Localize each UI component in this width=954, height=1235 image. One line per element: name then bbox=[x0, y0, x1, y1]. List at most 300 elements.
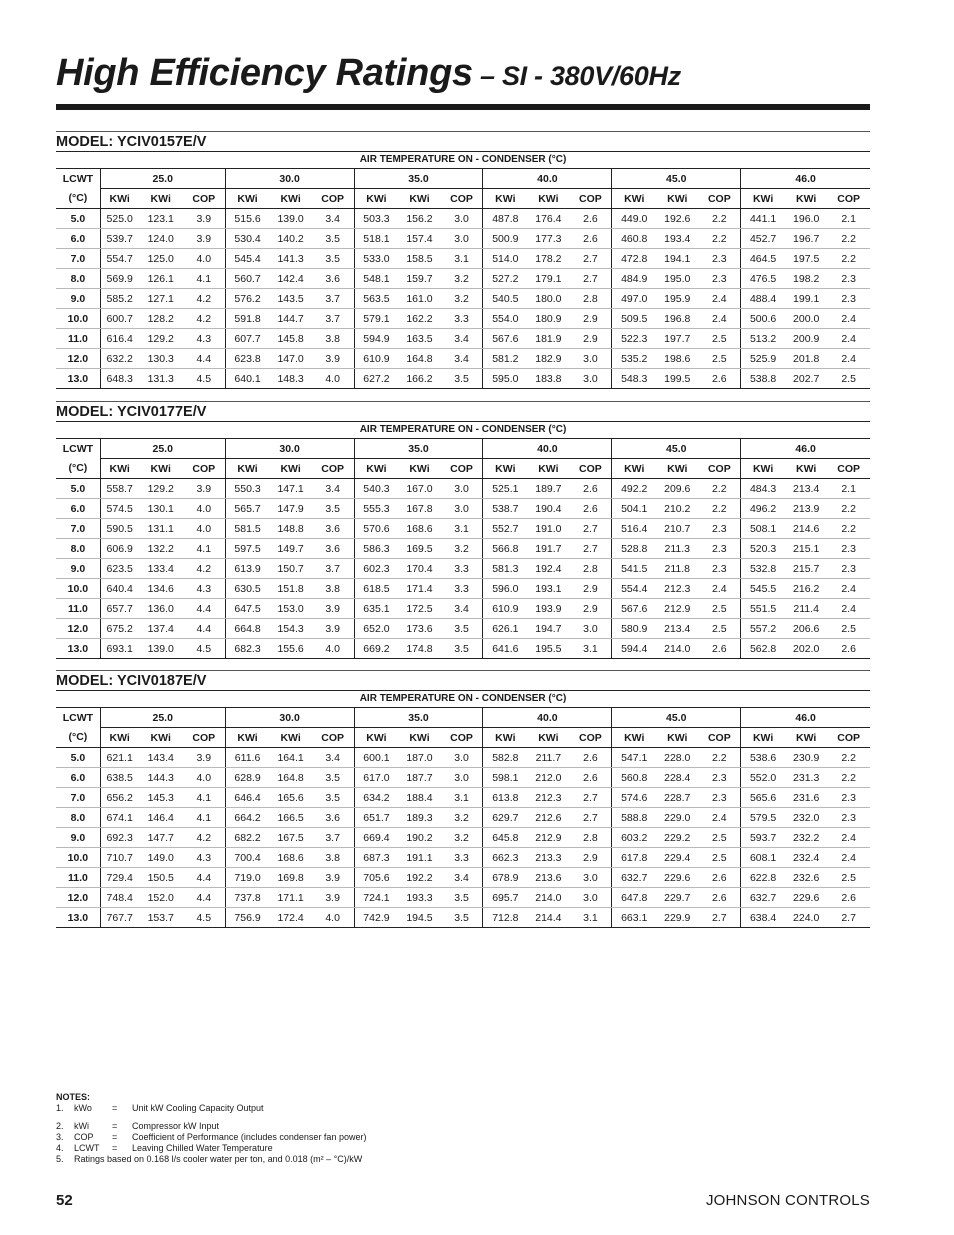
value-cell: 756.9 bbox=[225, 908, 269, 928]
value-cell: 166.5 bbox=[269, 808, 311, 828]
value-cell: 3.0 bbox=[570, 868, 612, 888]
value-cell: 2.9 bbox=[570, 599, 612, 619]
value-cell: 229.2 bbox=[656, 828, 698, 848]
value-cell: 632.7 bbox=[612, 868, 656, 888]
value-cell: 167.8 bbox=[398, 499, 440, 519]
value-cell: 567.6 bbox=[483, 329, 527, 349]
note-item bbox=[56, 1103, 366, 1114]
value-cell: 2.1 bbox=[827, 209, 870, 229]
value-cell: 2.2 bbox=[698, 499, 740, 519]
value-cell: 3.1 bbox=[441, 249, 483, 269]
value-cell: 193.3 bbox=[398, 888, 440, 908]
value-cell: 545.4 bbox=[225, 249, 269, 269]
model-section bbox=[56, 670, 870, 928]
value-cell: 216.2 bbox=[785, 579, 827, 599]
value-cell: 3.4 bbox=[441, 329, 483, 349]
value-cell: 197.5 bbox=[785, 249, 827, 269]
value-cell: 200.0 bbox=[785, 309, 827, 329]
lcwt-unit-header: (°C) bbox=[56, 189, 100, 209]
air-temp-value: 25.0 bbox=[100, 439, 225, 459]
value-cell: 173.6 bbox=[398, 619, 440, 639]
column-header: KWi bbox=[269, 728, 311, 748]
value-cell: 3.4 bbox=[312, 209, 354, 229]
value-cell: 2.9 bbox=[570, 848, 612, 868]
value-cell: 595.0 bbox=[483, 369, 527, 389]
value-cell: 164.8 bbox=[398, 349, 440, 369]
value-cell: 476.5 bbox=[741, 269, 785, 289]
note-equals: = bbox=[112, 1103, 118, 1113]
value-cell: 212.3 bbox=[527, 788, 569, 808]
lcwt-cell: 10.0 bbox=[56, 309, 100, 329]
value-cell: 147.1 bbox=[269, 479, 311, 499]
value-cell: 215.7 bbox=[785, 559, 827, 579]
value-cell: 147.0 bbox=[269, 349, 311, 369]
column-header: COP bbox=[312, 189, 354, 209]
value-cell: 188.4 bbox=[398, 788, 440, 808]
note-abbreviation: COP bbox=[74, 1132, 94, 1142]
page-title-sub: – SI - 380V/60Hz bbox=[472, 61, 681, 91]
value-cell: 748.4 bbox=[100, 888, 138, 908]
value-cell: 199.5 bbox=[664, 372, 691, 385]
value-cell: 2.5 bbox=[698, 619, 740, 639]
value-cell: 131.1 bbox=[139, 519, 183, 539]
value-cell: 2.9 bbox=[570, 579, 612, 599]
value-cell: 647.5 bbox=[225, 599, 269, 619]
value-cell: 2.7 bbox=[712, 911, 727, 924]
table-row bbox=[56, 848, 870, 868]
column-header: KWi bbox=[785, 459, 827, 479]
value-cell: 2.3 bbox=[698, 539, 740, 559]
column-header: COP bbox=[312, 728, 354, 748]
table-row bbox=[56, 539, 870, 559]
value-cell: 645.8 bbox=[483, 828, 527, 848]
value-cell: 2.6 bbox=[570, 768, 612, 788]
value-cell: 3.5 bbox=[441, 888, 483, 908]
value-cell: 552.0 bbox=[741, 768, 785, 788]
column-header: KWi bbox=[100, 189, 138, 209]
value-cell: 2.6 bbox=[712, 642, 727, 655]
air-temp-value: 25.0 bbox=[100, 169, 225, 189]
value-cell: 228.7 bbox=[656, 788, 698, 808]
value-cell: 692.3 bbox=[100, 828, 138, 848]
value-cell: 610.9 bbox=[483, 599, 527, 619]
value-cell: 602.3 bbox=[354, 559, 398, 579]
column-header: KWi bbox=[656, 189, 698, 209]
lcwt-cell: 12.0 bbox=[56, 349, 100, 369]
value-cell: 2.9 bbox=[570, 309, 612, 329]
value-cell: 229.0 bbox=[656, 808, 698, 828]
table-row bbox=[56, 908, 870, 928]
value-cell: 167.0 bbox=[398, 479, 440, 499]
value-cell: 540.3 bbox=[354, 479, 398, 499]
value-cell: 705.6 bbox=[354, 868, 398, 888]
value-cell: 191.1 bbox=[398, 848, 440, 868]
value-cell: 508.1 bbox=[741, 519, 785, 539]
table-row bbox=[56, 828, 870, 848]
value-cell: 700.4 bbox=[225, 848, 269, 868]
air-temp-value: 46.0 bbox=[741, 439, 870, 459]
model-section bbox=[56, 131, 870, 389]
value-cell: 166.2 bbox=[406, 372, 433, 385]
column-header: KWi bbox=[483, 189, 527, 209]
value-cell: 2.3 bbox=[698, 788, 740, 808]
value-cell: 3.9 bbox=[312, 868, 354, 888]
column-header: COP bbox=[698, 459, 740, 479]
value-cell: 149.7 bbox=[269, 539, 311, 559]
footer-brand: JOHNSON CONTROLS bbox=[705, 1192, 870, 1209]
value-cell: 145.3 bbox=[139, 788, 183, 808]
value-cell: 530.4 bbox=[225, 229, 269, 249]
value-cell: 3.7 bbox=[312, 828, 354, 848]
value-cell: 497.0 bbox=[612, 289, 656, 309]
value-cell: 136.0 bbox=[139, 599, 183, 619]
value-cell: 2.5 bbox=[698, 599, 740, 619]
value-cell: 710.7 bbox=[100, 848, 138, 868]
value-cell: 648.3 bbox=[100, 369, 138, 389]
value-cell: 187.0 bbox=[398, 748, 440, 768]
lcwt-cell: 7.0 bbox=[56, 249, 100, 269]
value-cell: 597.5 bbox=[225, 539, 269, 559]
column-header-row bbox=[56, 728, 870, 748]
value-cell: 212.6 bbox=[527, 808, 569, 828]
value-cell: 3.6 bbox=[312, 269, 354, 289]
value-cell: 630.5 bbox=[225, 579, 269, 599]
value-cell: 4.2 bbox=[183, 828, 225, 848]
value-cell: 3.7 bbox=[312, 289, 354, 309]
lcwt-cell: 11.0 bbox=[56, 329, 100, 349]
lcwt-cell: 6.0 bbox=[56, 229, 100, 249]
value-cell: 623.8 bbox=[225, 349, 269, 369]
value-cell: 504.1 bbox=[612, 499, 656, 519]
lcwt-cell: 6.0 bbox=[56, 499, 100, 519]
column-header: COP bbox=[570, 728, 612, 748]
temperature-row bbox=[56, 708, 870, 728]
column-header: KWi bbox=[354, 189, 398, 209]
value-cell: 165.6 bbox=[269, 788, 311, 808]
value-cell: 3.9 bbox=[312, 599, 354, 619]
value-cell: 488.4 bbox=[741, 289, 785, 309]
value-cell: 2.4 bbox=[827, 848, 870, 868]
column-header-row bbox=[56, 459, 870, 479]
value-cell: 3.1 bbox=[583, 911, 598, 924]
value-cell: 154.3 bbox=[269, 619, 311, 639]
value-cell: 558.7 bbox=[100, 479, 138, 499]
value-cell: 3.9 bbox=[183, 479, 225, 499]
value-cell: 581.5 bbox=[225, 519, 269, 539]
value-cell: 2.5 bbox=[698, 349, 740, 369]
air-temp-header-row bbox=[56, 152, 870, 169]
column-header: COP bbox=[570, 459, 612, 479]
value-cell: 2.2 bbox=[827, 499, 870, 519]
value-cell: 3.0 bbox=[441, 209, 483, 229]
value-cell: 579.5 bbox=[741, 808, 785, 828]
value-cell: 616.4 bbox=[100, 329, 138, 349]
value-cell: 213.6 bbox=[527, 868, 569, 888]
air-temp-value: 30.0 bbox=[225, 169, 354, 189]
value-cell: 232.4 bbox=[785, 848, 827, 868]
model-title: MODEL: YCIV0187E/V bbox=[56, 673, 207, 689]
value-cell: 3.6 bbox=[312, 519, 354, 539]
value-cell: 628.9 bbox=[225, 768, 269, 788]
value-cell: 591.8 bbox=[225, 309, 269, 329]
value-cell: 4.5 bbox=[196, 642, 212, 655]
value-cell: 4.4 bbox=[183, 619, 225, 639]
table-row bbox=[56, 639, 870, 659]
value-cell: 192.2 bbox=[398, 868, 440, 888]
value-cell: 2.4 bbox=[827, 349, 870, 369]
air-temp-value: 25.0 bbox=[100, 708, 225, 728]
value-cell: 192.6 bbox=[656, 209, 698, 229]
value-cell: 496.2 bbox=[741, 499, 785, 519]
value-cell: 3.5 bbox=[312, 788, 354, 808]
value-cell: 600.1 bbox=[354, 748, 398, 768]
value-cell: 201.8 bbox=[785, 349, 827, 369]
value-cell: 3.8 bbox=[312, 848, 354, 868]
value-cell: 484.3 bbox=[741, 479, 785, 499]
value-cell: 3.2 bbox=[441, 269, 483, 289]
value-cell: 3.2 bbox=[441, 539, 483, 559]
note-text: Unit kW Cooling Capacity Output bbox=[132, 1103, 264, 1113]
value-cell: 579.1 bbox=[354, 309, 398, 329]
value-cell: 520.3 bbox=[741, 539, 785, 559]
value-cell: 214.4 bbox=[535, 911, 562, 924]
value-cell: 143.4 bbox=[139, 748, 183, 768]
value-cell: 3.5 bbox=[454, 372, 469, 385]
value-cell: 215.1 bbox=[785, 539, 827, 559]
value-cell: 128.2 bbox=[139, 309, 183, 329]
column-header: KWi bbox=[398, 189, 440, 209]
value-cell: 229.6 bbox=[656, 868, 698, 888]
column-header: KWi bbox=[398, 728, 440, 748]
column-header: KWi bbox=[139, 189, 183, 209]
value-cell: 3.9 bbox=[312, 619, 354, 639]
value-cell: 2.3 bbox=[827, 269, 870, 289]
value-cell: 500.9 bbox=[483, 229, 527, 249]
value-cell: 2.4 bbox=[827, 329, 870, 349]
value-cell: 2.4 bbox=[827, 309, 870, 329]
note-equals: = bbox=[112, 1132, 118, 1142]
value-cell: 152.0 bbox=[139, 888, 183, 908]
value-cell: 169.8 bbox=[269, 868, 311, 888]
value-cell: 2.2 bbox=[827, 229, 870, 249]
value-cell: 4.4 bbox=[183, 599, 225, 619]
value-cell: 212.0 bbox=[527, 768, 569, 788]
table-row bbox=[56, 888, 870, 908]
value-cell: 148.8 bbox=[269, 519, 311, 539]
value-cell: 729.4 bbox=[100, 868, 138, 888]
column-header: COP bbox=[698, 728, 740, 748]
model-rule bbox=[56, 131, 870, 132]
value-cell: 555.3 bbox=[354, 499, 398, 519]
page-number: 52 bbox=[56, 1192, 73, 1209]
value-cell: 581.2 bbox=[483, 349, 527, 369]
value-cell: 581.3 bbox=[483, 559, 527, 579]
column-header: KWi bbox=[741, 459, 785, 479]
column-header: KWi bbox=[225, 459, 269, 479]
value-cell: 528.8 bbox=[612, 539, 656, 559]
value-cell: 3.5 bbox=[454, 642, 469, 655]
value-cell: 652.0 bbox=[354, 619, 398, 639]
value-cell: 509.5 bbox=[612, 309, 656, 329]
value-cell: 124.0 bbox=[139, 229, 183, 249]
value-cell: 232.2 bbox=[785, 828, 827, 848]
lcwt-header: LCWT bbox=[62, 711, 94, 724]
air-temp-value: 45.0 bbox=[612, 169, 741, 189]
value-cell: 712.8 bbox=[483, 908, 527, 928]
value-cell: 3.9 bbox=[312, 888, 354, 908]
lcwt-cell: 9.0 bbox=[56, 828, 100, 848]
value-cell: 231.3 bbox=[785, 768, 827, 788]
value-cell: 613.8 bbox=[483, 788, 527, 808]
lcwt-cell: 5.0 bbox=[56, 748, 100, 768]
value-cell: 3.1 bbox=[441, 788, 483, 808]
value-cell: 144.7 bbox=[269, 309, 311, 329]
value-cell: 560.8 bbox=[612, 768, 656, 788]
value-cell: 554.0 bbox=[483, 309, 527, 329]
value-cell: 632.7 bbox=[741, 888, 785, 908]
value-cell: 2.7 bbox=[570, 519, 612, 539]
value-cell: 157.4 bbox=[398, 229, 440, 249]
ratings-table bbox=[56, 421, 870, 659]
value-cell: 142.4 bbox=[269, 269, 311, 289]
value-cell: 3.9 bbox=[312, 349, 354, 369]
value-cell: 656.2 bbox=[100, 788, 138, 808]
value-cell: 213.4 bbox=[785, 479, 827, 499]
value-cell: 742.9 bbox=[354, 908, 398, 928]
value-cell: 3.5 bbox=[454, 911, 469, 924]
table-row bbox=[56, 748, 870, 768]
value-cell: 669.4 bbox=[354, 828, 398, 848]
model-rule bbox=[56, 670, 870, 671]
air-temp-header: AIR TEMPERATURE ON - CONDENSER (°C) bbox=[56, 152, 870, 169]
value-cell: 212.3 bbox=[656, 579, 698, 599]
value-cell: 2.3 bbox=[698, 249, 740, 269]
lcwt-cell: 5.0 bbox=[56, 209, 100, 229]
value-cell: 590.5 bbox=[100, 519, 138, 539]
value-cell: 4.0 bbox=[183, 768, 225, 788]
value-cell: 638.4 bbox=[741, 908, 785, 928]
value-cell: 213.3 bbox=[527, 848, 569, 868]
lcwt-cell: 11.0 bbox=[56, 868, 100, 888]
value-cell: 596.0 bbox=[483, 579, 527, 599]
note-number: 5. bbox=[56, 1154, 64, 1164]
value-cell: 2.2 bbox=[698, 209, 740, 229]
value-cell: 168.6 bbox=[269, 848, 311, 868]
column-header: KWi bbox=[139, 459, 183, 479]
value-cell: 145.8 bbox=[269, 329, 311, 349]
value-cell: 2.3 bbox=[827, 539, 870, 559]
table-row bbox=[56, 868, 870, 888]
value-cell: 3.9 bbox=[183, 229, 225, 249]
value-cell: 2.7 bbox=[570, 788, 612, 808]
value-cell: 2.1 bbox=[827, 479, 870, 499]
value-cell: 551.5 bbox=[741, 599, 785, 619]
value-cell: 566.8 bbox=[483, 539, 527, 559]
value-cell: 2.7 bbox=[841, 911, 856, 924]
value-cell: 533.0 bbox=[354, 249, 398, 269]
value-cell: 211.3 bbox=[656, 539, 698, 559]
value-cell: 635.1 bbox=[354, 599, 398, 619]
value-cell: 214.0 bbox=[664, 642, 691, 655]
value-cell: 140.2 bbox=[269, 229, 311, 249]
value-cell: 3.4 bbox=[312, 479, 354, 499]
value-cell: 3.3 bbox=[441, 579, 483, 599]
value-cell: 172.4 bbox=[277, 911, 304, 924]
column-header: COP bbox=[827, 728, 870, 748]
note-number: 4. bbox=[56, 1143, 64, 1153]
value-cell: 189.3 bbox=[398, 808, 440, 828]
value-cell: 678.9 bbox=[483, 868, 527, 888]
value-cell: 4.2 bbox=[183, 309, 225, 329]
value-cell: 190.2 bbox=[398, 828, 440, 848]
value-cell: 2.3 bbox=[827, 788, 870, 808]
value-cell: 163.5 bbox=[398, 329, 440, 349]
value-cell: 682.2 bbox=[225, 828, 269, 848]
column-header: KWi bbox=[139, 728, 183, 748]
value-cell: 554.4 bbox=[612, 579, 656, 599]
lcwt-cell: 9.0 bbox=[56, 559, 100, 579]
value-cell: 515.6 bbox=[225, 209, 269, 229]
column-header: KWi bbox=[612, 189, 656, 209]
lcwt-cell: 5.0 bbox=[56, 479, 100, 499]
column-header: COP bbox=[183, 189, 225, 209]
value-cell: 538.7 bbox=[483, 499, 527, 519]
value-cell: 3.3 bbox=[441, 309, 483, 329]
value-cell: 183.8 bbox=[535, 372, 562, 385]
value-cell: 2.6 bbox=[570, 748, 612, 768]
value-cell: 606.9 bbox=[100, 539, 138, 559]
value-cell: 232.6 bbox=[785, 868, 827, 888]
value-cell: 539.7 bbox=[100, 229, 138, 249]
value-cell: 147.7 bbox=[139, 828, 183, 848]
note-item bbox=[56, 1132, 366, 1143]
value-cell: 565.7 bbox=[225, 499, 269, 519]
value-cell: 622.8 bbox=[741, 868, 785, 888]
lcwt-cell: 7.0 bbox=[56, 519, 100, 539]
column-header: KWi bbox=[269, 189, 311, 209]
value-cell: 134.6 bbox=[139, 579, 183, 599]
value-cell: 153.0 bbox=[269, 599, 311, 619]
value-cell: 146.4 bbox=[139, 808, 183, 828]
value-cell: 640.1 bbox=[225, 369, 269, 389]
lcwt-cell: 6.0 bbox=[56, 768, 100, 788]
value-cell: 3.8 bbox=[312, 329, 354, 349]
value-cell: 229.7 bbox=[656, 888, 698, 908]
value-cell: 638.5 bbox=[100, 768, 138, 788]
value-cell: 662.3 bbox=[483, 848, 527, 868]
value-cell: 611.6 bbox=[225, 748, 269, 768]
value-cell: 3.2 bbox=[441, 289, 483, 309]
note-text: Compressor kW Input bbox=[132, 1121, 220, 1131]
value-cell: 4.2 bbox=[183, 559, 225, 579]
value-cell: 133.4 bbox=[139, 559, 183, 579]
lcwt-cell: 12.0 bbox=[56, 619, 100, 639]
note-number: 3. bbox=[56, 1132, 64, 1142]
title-rule bbox=[56, 104, 870, 110]
temperature-row bbox=[56, 169, 870, 189]
value-cell: 179.1 bbox=[527, 269, 569, 289]
value-cell: 617.8 bbox=[612, 848, 656, 868]
value-cell: 540.5 bbox=[483, 289, 527, 309]
value-cell: 2.3 bbox=[698, 269, 740, 289]
value-cell: 525.0 bbox=[100, 209, 138, 229]
value-cell: 141.3 bbox=[269, 249, 311, 269]
value-cell: 4.1 bbox=[183, 788, 225, 808]
value-cell: 527.2 bbox=[483, 269, 527, 289]
value-cell: 228.0 bbox=[656, 748, 698, 768]
column-header: KWi bbox=[527, 189, 569, 209]
air-temp-header-row bbox=[56, 691, 870, 708]
